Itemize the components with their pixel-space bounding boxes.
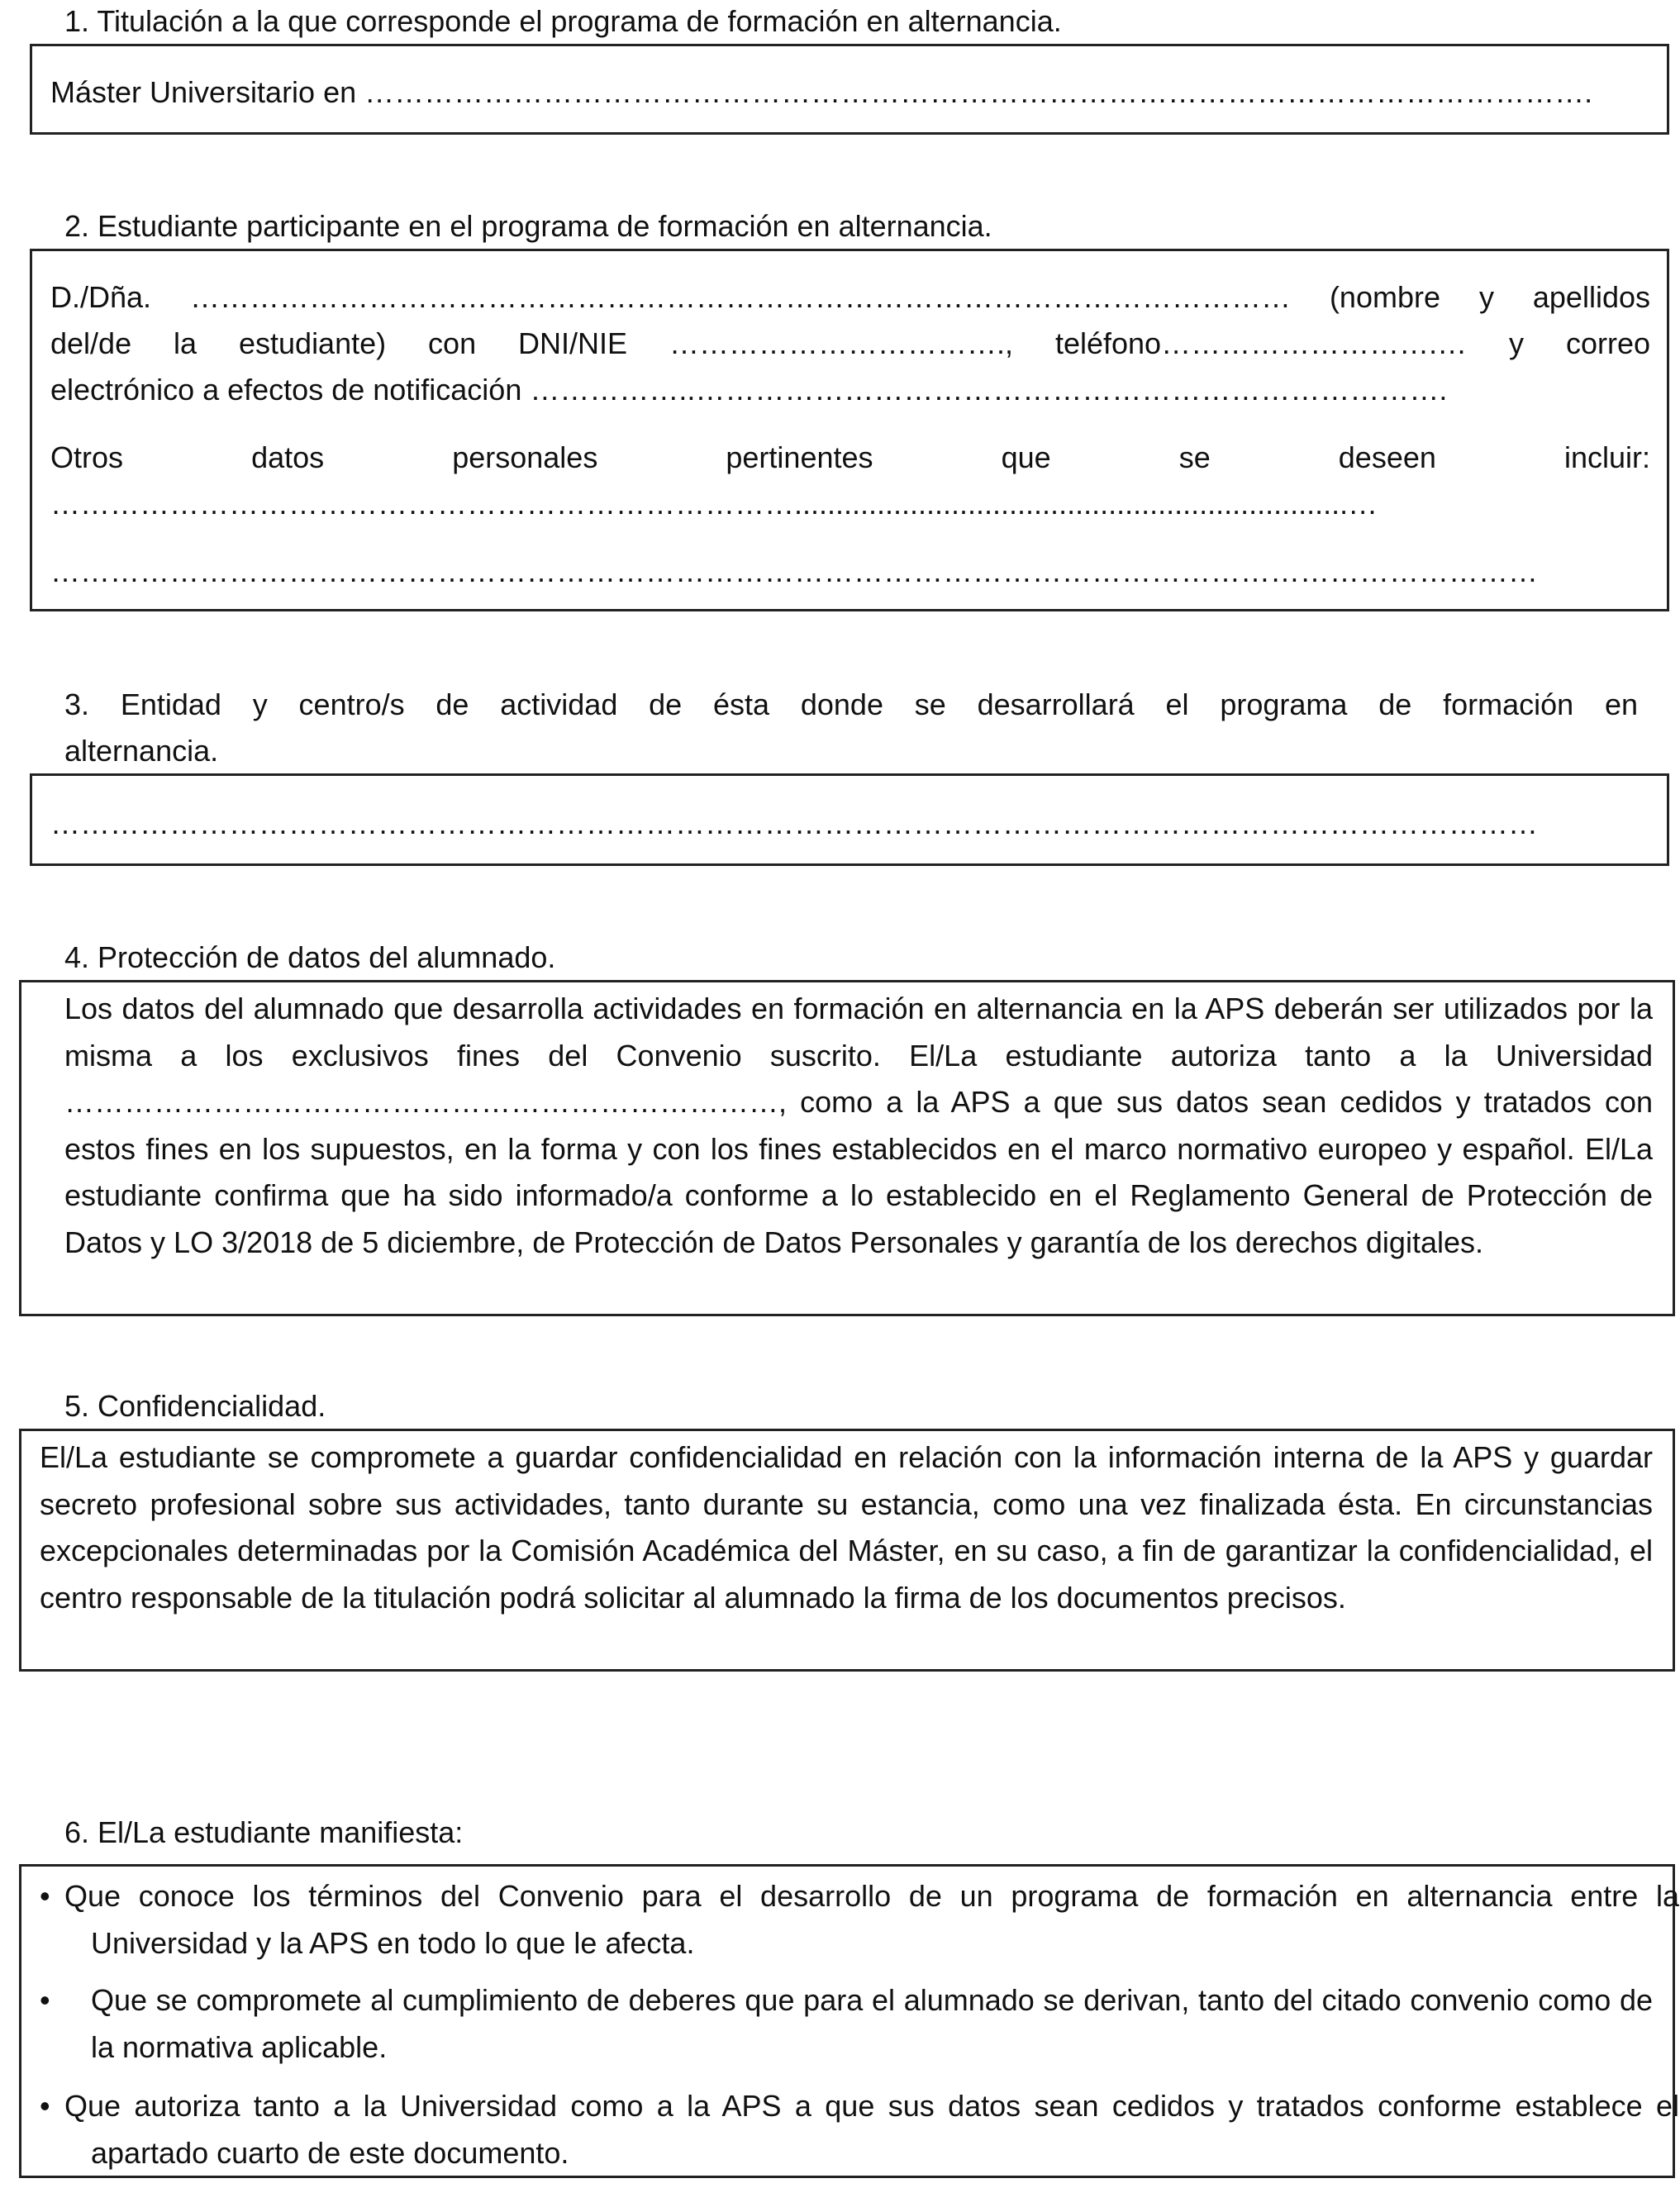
other-data-field-1[interactable]: …………………………………………………………………...................................................................… bbox=[50, 487, 1378, 521]
section-3-box bbox=[30, 773, 1669, 866]
section-5-heading: 5. Confidencialidad. bbox=[64, 1389, 326, 1423]
section-2-heading: 2. Estudiante participante en el programa de formación en alternancia. bbox=[64, 209, 992, 243]
bullet-icon: • bbox=[40, 2089, 50, 2123]
section-6-box bbox=[19, 1864, 1679, 2178]
bullet-icon: • bbox=[40, 1983, 50, 2017]
section-3-heading-line-2: alternancia. bbox=[64, 734, 219, 768]
student-name-field[interactable]: D./Dña. ………………………………………………………………………………………………… (nombre y apellidos bbox=[50, 280, 1650, 314]
section-2-box bbox=[30, 249, 1669, 611]
section-6-heading: 6. El/La estudiante manifiesta: bbox=[64, 1815, 464, 1849]
statement-3-text: Que autoriza tanto a la Universidad como a la APS a que sus datos sean cedidos y tratados conforme establece el apartado cuarto de este documento. bbox=[64, 2089, 1679, 2170]
section-1-heading: 1. Titulación a la que corresponde el programa de formación en alternancia. bbox=[64, 4, 1062, 38]
other-data-label: Otros datos personales pertinentes que se deseen incluir: bbox=[50, 440, 1650, 474]
statement-2-text: Que se compromete al cumplimiento de deberes que para el alumnado se derivan, tanto del citado convenio como de la normativa aplicable. bbox=[91, 1983, 1653, 2064]
confidentiality-text: El/La estudiante se compromete a guardar confidencialidad en relación con la información interna de la APS y guardar secreto profesional sobre sus actividades, tanto durante su estancia, como una vez finalizada ésta. En circunstancias excepcionales determinadas por la Comisión Académica del Máster, en su caso, a fin de garantizar la confidencialidad, el centro responsable de la titulación podrá solicitar al alumnado la firma de los documentos precisos. bbox=[40, 1440, 1653, 1615]
other-data-field-2[interactable]: …………………………………………………………………………………………………………………………………… bbox=[50, 554, 1538, 588]
student-id-phone-field[interactable]: del/de la estudiante) con DNI/NIE ……………………………., teléfono……………………….… y correo bbox=[50, 326, 1650, 360]
entity-center-field[interactable]: …………………………………………………………………………………………………………………………………… bbox=[50, 806, 1538, 840]
bullet-icon: • bbox=[40, 1879, 50, 1913]
section-3-heading-line-1: 3. Entidad y centro/s de actividad de ésta donde se desarrollará el programa de formación en bbox=[64, 687, 1638, 721]
statement-1-text: Que conoce los términos del Convenio para el desarrollo de un programa de formación en alternancia entre la Universidad y la APS en todo lo que le afecta. bbox=[64, 1879, 1679, 1960]
section-5-box bbox=[19, 1429, 1675, 1672]
section-4-box bbox=[19, 980, 1675, 1316]
section-4-heading: 4. Protección de datos del alumnado. bbox=[64, 940, 556, 974]
section-1-box bbox=[30, 44, 1669, 135]
master-degree-field[interactable]: Máster Universitario en ……………………………………………………………………………………………………………. bbox=[50, 75, 1593, 109]
student-email-field[interactable]: electrónico a efectos de notificación ……………..…………………………………………………………………. bbox=[50, 373, 1448, 407]
data-protection-text: Los datos del alumnado que desarrolla actividades en formación en alternancia en la APS deberán ser utilizados por la misma a los exclusivos fines del Convenio suscrito. El/La estudiante autoriza tanto a la Universidad ………………………………………………………………, como a la APS a que sus datos sean cedidos y tratados con estos fines en los supuestos, en la forma y con los fines establecidos en el marco normativo europeo y español. El/La estudiante confirma que ha sido informado/a conforme a lo establecido en el Reglamento General de Protección de Datos y LO 3/2018 de 5 diciembre, de Protección de Datos Personales y garantía de los derechos digitales. bbox=[64, 992, 1653, 1259]
